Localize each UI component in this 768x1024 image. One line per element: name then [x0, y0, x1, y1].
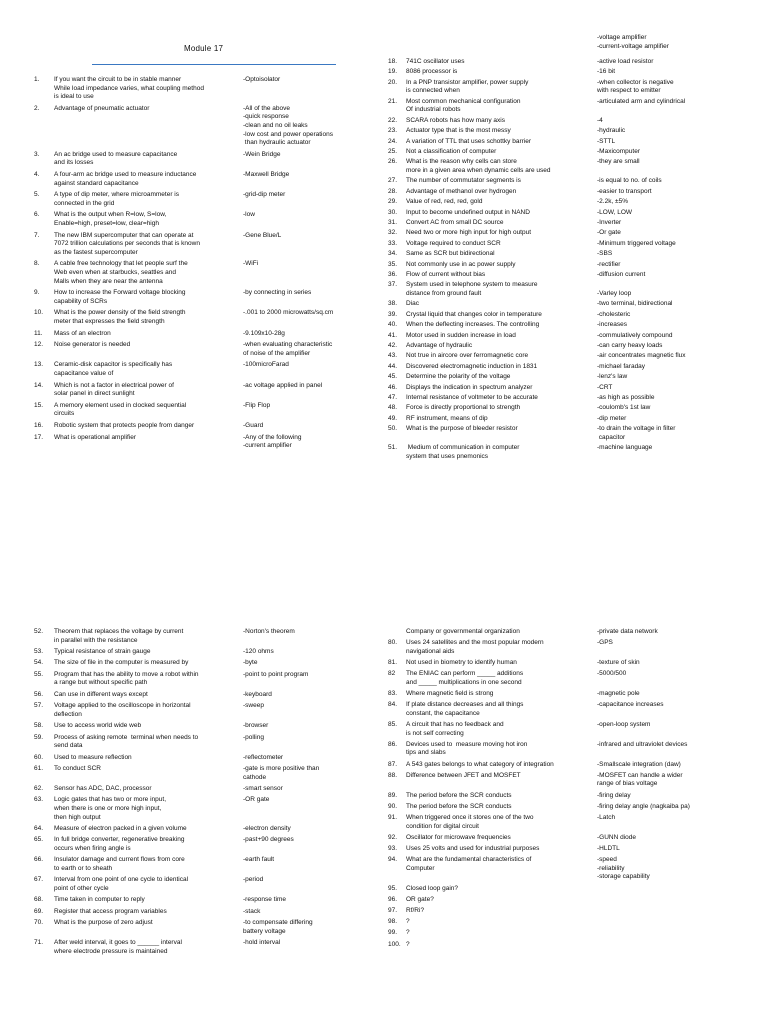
question-text: The ENIAC can perform _____ additions and _____ multiplications in one second: [406, 670, 524, 686]
question-number: 43.: [388, 352, 398, 360]
answer-text: -hold interval: [243, 939, 281, 947]
question-text: Internal resistance of voltmeter to be accurate: [406, 394, 538, 401]
answer-text: -Gene Blue/L: [243, 231, 282, 239]
question-text: Program that has the ability to move a robot within a range but without specific path: [54, 670, 199, 687]
answer-text: -sweep: [243, 702, 264, 710]
question-number: 89.: [388, 791, 398, 799]
question-text: What is the output when R=low, S=low, Enable=high, preset=low, clear=high: [54, 211, 167, 227]
question-text: How to increase the Forward voltage blocking capability of SCRs: [54, 289, 186, 305]
answer-text: -diffusion current: [597, 271, 646, 278]
answer-text: -SBS: [597, 250, 613, 258]
question-text: Logic gates that has two or more input, when there is one or more high input, then high output: [54, 796, 167, 821]
question-number: 40.: [388, 321, 398, 329]
question-number: 69.: [34, 907, 44, 915]
question-number: 7.: [34, 231, 40, 239]
answer-text: -as high as possible: [597, 394, 655, 401]
question-number: 63.: [34, 796, 44, 804]
answer-text: -they are small: [597, 158, 640, 166]
answer-text: -texture of skin: [597, 659, 640, 666]
question-text: Discovered electromagnetic induction in 1831: [406, 362, 538, 370]
question-text: If you want the circuit to be in stable manner While load impedance varies, what coupling method is ideal to use: [54, 76, 204, 101]
carryover-answer: -current-voltage amplifier: [597, 42, 669, 50]
question-number: 88.: [388, 771, 398, 779]
question-number: 68.: [34, 896, 44, 904]
question-text: 741C oscillator uses: [406, 58, 465, 65]
question-number: 48.: [388, 404, 398, 412]
answer-text: -Minimum triggered voltage: [597, 239, 676, 247]
question-text: To conduct SCR: [54, 765, 101, 772]
question-number: 93.: [388, 845, 398, 852]
answer-text: -past+90 degrees: [243, 836, 294, 844]
question-number: 14.: [34, 381, 44, 389]
question-number: 84.: [388, 701, 398, 709]
question-text: Most common mechanical configuration Of industrial robots: [406, 97, 521, 114]
answer-text: -infrared and ultraviolet devices: [597, 740, 688, 748]
question-text: Not commonly use in ac power supply: [406, 260, 516, 268]
question-text: The size of file in the computer is measured by: [54, 659, 189, 667]
question-number: 97.: [388, 907, 398, 914]
question-number: 70.: [34, 919, 44, 927]
question-number: 96.: [388, 895, 398, 903]
question-text: A cable free technology that let people surf the Web even when at starbucks, seattles and Malls when they are near the antenna: [54, 260, 188, 285]
question-number: 94.: [388, 856, 398, 864]
question-number: 44.: [388, 362, 398, 370]
question-text: A four-arm ac bridge used to measure inductance against standard capacitance: [54, 171, 197, 187]
question-number: 10.: [34, 309, 44, 317]
answer-text: -rectifier: [597, 260, 621, 268]
question-number: 24.: [388, 137, 398, 145]
question-text: Actuator type that is the most messy: [406, 127, 511, 135]
question-number: 33.: [388, 239, 398, 247]
question-number: 8.: [34, 260, 40, 268]
question-number: 91.: [388, 814, 398, 821]
answer-text: -firing delay angle (nagkaiba pa): [597, 802, 690, 810]
question-text: The period before the SCR conducts: [406, 802, 512, 810]
answer-text: -Wein Bridge: [243, 150, 281, 158]
answer-text: -4: [597, 116, 603, 124]
question-text: When triggered once it stores one of the two condition for digital circuit: [406, 814, 534, 830]
answer-text: -browser: [243, 722, 269, 730]
question-text: A variation of TTL that uses schottky barrier: [406, 137, 532, 145]
question-number: 29.: [388, 198, 398, 206]
question-text: The number of commutator segments is: [406, 177, 521, 185]
question-text: ?: [406, 918, 410, 926]
answer-text: -lenz's law: [597, 373, 628, 381]
question-text: Theorem that replaces the voltage by current in parallel with the resistance: [54, 628, 184, 644]
question-number: 86.: [388, 740, 398, 748]
question-text: System used in telephone system to measure distance from ground fault: [406, 281, 538, 297]
question-number: 49.: [388, 414, 398, 422]
question-text: Not a classification of computer: [406, 148, 497, 155]
answer-text: -to drain the voltage in filter capacitor: [597, 425, 676, 441]
answer-text: -dip meter: [597, 414, 627, 422]
question-number: 12.: [34, 341, 44, 349]
question-number: 71.: [34, 939, 44, 947]
answer-text: -smart sensor: [243, 785, 283, 792]
question-text: OR gate?: [406, 895, 434, 903]
answer-text: -Latch: [597, 814, 616, 821]
question-text: Used to measure reflection: [54, 753, 132, 761]
answer-text: -when evaluating characteristic of noise of the amplifier: [243, 341, 333, 357]
question-text: Difference between JFET and MOSFET: [406, 771, 521, 779]
question-text: Typical resistance of strain gauge: [54, 648, 151, 655]
question-number: 42.: [388, 342, 398, 349]
question-text: Same as SCR but bidirectional: [406, 250, 495, 258]
question-number: 31.: [388, 219, 398, 226]
question-number: 6.: [34, 211, 40, 219]
question-text: Process of asking remote terminal when needs to send data: [54, 733, 199, 750]
question-number: 87.: [388, 760, 398, 768]
question-text: Advantage of methanol over hydrogen: [406, 187, 517, 195]
question-number: 57.: [34, 702, 44, 710]
question-number: 98.: [388, 918, 398, 926]
question-text: Uses 25 volts and used for industrial purposes: [406, 845, 540, 852]
question-number: 100.: [388, 940, 401, 948]
question-number: 55.: [34, 670, 44, 678]
question-text: Oscillator for microwave frequencies: [406, 833, 511, 841]
question-number: 95.: [388, 884, 398, 892]
answer-text: -Inverter: [597, 219, 622, 226]
answer-text: -magnetic pole: [597, 690, 640, 697]
question-number: 2.: [34, 104, 40, 112]
question-text: In a PNP transistor amplifier, power supply is connected when: [406, 78, 529, 95]
question-number: 90.: [388, 802, 398, 810]
question-number: 41.: [388, 331, 398, 339]
question-text: If plate distance decreases and all things constant, the capacitance: [406, 701, 524, 717]
question-number: 27.: [388, 177, 398, 185]
page-2: [0, 620, 768, 1024]
question-number: 38.: [388, 300, 398, 308]
question-text: In full bridge converter, regenerative breaking occurs when firing angle is: [54, 836, 185, 852]
answer-text: -Norton's theorem: [243, 628, 295, 635]
question-text: An ac bridge used to measure capacitance and its losses: [54, 150, 178, 167]
question-text: What is the reason why cells can store more in a given area when dynamic cells are used: [406, 158, 551, 174]
answer-text: -polling: [243, 733, 264, 741]
question-number: 80.: [388, 639, 398, 647]
question-text: What is the power density of the field strength meter that expresses the field strength: [54, 309, 186, 325]
answer-text: -Any of the following -current amplifier: [243, 433, 302, 450]
answer-text: -CRT: [597, 383, 613, 391]
question-number: 51.: [388, 444, 398, 452]
question-number: 37.: [388, 281, 398, 289]
question-number: 83.: [388, 690, 398, 697]
question-text: Sensor has ADC, DAC, processor: [54, 785, 152, 792]
question-text: When the deflecting increases. The controlling: [406, 321, 540, 329]
question-number: 62.: [34, 785, 44, 792]
question-text: Uses 24 satellites and the most popular modern navigational aids: [406, 639, 544, 655]
question-text: SCARA robots has how many axis: [406, 116, 505, 124]
question-text: A memory element used in clocked sequential circuits: [54, 401, 187, 418]
question-number: 35.: [388, 260, 398, 268]
question-text: Diac: [406, 300, 420, 308]
question-number: 65.: [34, 836, 44, 844]
answer-text: -air concentrates magnetic flux: [597, 352, 686, 360]
answer-text: -gate is more positive than cathode: [243, 765, 320, 781]
answer-text: -STTL: [597, 137, 616, 145]
answer-text: -Or gate: [597, 229, 621, 237]
answer-text: -speed -reliability -storage capability: [597, 856, 650, 881]
question-number: 66.: [34, 856, 44, 864]
question-number: 30.: [388, 208, 398, 216]
question-text: Use to access world wide web: [54, 722, 142, 730]
answer-text: -private data network: [597, 628, 658, 635]
question-text: Which is not a factor in electrical power of solar panel in direct sunlight: [54, 381, 174, 398]
question-text: Motor used in sudden increase in load: [406, 331, 516, 339]
question-number: 4.: [34, 171, 40, 178]
question-number: 99.: [388, 929, 398, 937]
answer-text: -Guard: [243, 422, 264, 429]
question-number: 19.: [388, 68, 398, 76]
answer-text: -GPS: [597, 639, 613, 647]
question-text: Devices used to measure moving hot iron tips and slabs: [406, 740, 528, 757]
question-text: Advantage of hydraulic: [406, 342, 473, 349]
question-number: 58.: [34, 722, 44, 730]
question-text: Displays the indication in spectrum analyzer: [406, 383, 533, 391]
question-number: 13.: [34, 361, 44, 369]
answer-text: -reflectometer: [243, 753, 284, 761]
question-text: Crystal liquid that changes color in temperature: [406, 310, 542, 318]
question-number: 67.: [34, 876, 44, 884]
question-number: 45.: [388, 373, 398, 381]
answer-text: -firing delay: [597, 791, 631, 799]
question-number: 22.: [388, 116, 398, 124]
question-number: 39.: [388, 310, 398, 318]
answer-text: -5000/500: [597, 670, 627, 678]
question-text: ?: [406, 929, 410, 937]
question-text: Determine the polarity of the voltage: [406, 373, 511, 381]
answer-text: -byte: [243, 659, 258, 667]
question-number: 32.: [388, 229, 398, 237]
answer-text: -easier to transport: [597, 187, 652, 195]
answer-text: -commulatively compound: [597, 331, 673, 339]
question-text: Force is directly proportional to strength: [406, 404, 521, 412]
question-text: RF instrument, means of dip: [406, 414, 488, 422]
carryover-answer: -voltage amplifier: [597, 34, 647, 41]
question-number: 20.: [388, 78, 398, 86]
question-number: 15.: [34, 401, 44, 409]
question-text: Time taken in computer to reply: [54, 896, 145, 904]
answer-text: -Maxwell Bridge: [243, 171, 290, 178]
answer-text: -machine language: [597, 444, 653, 452]
answer-text: -coulomb's 1st law: [597, 404, 651, 412]
answer-text: -grid-dip meter: [243, 191, 286, 199]
question-number: 34.: [388, 250, 398, 258]
question-text: ?: [406, 940, 410, 948]
answer-text: -articulated arm and cylindrical: [597, 97, 686, 105]
question-number: 60.: [34, 753, 44, 761]
question-text: Interval from one point of one cycle to identical point of other cycle: [54, 876, 189, 892]
answer-text: -MOSFET can handle a wider range of bias voltage: [597, 771, 683, 788]
answer-text: -Maxicomputer: [597, 148, 640, 155]
answer-text: -earth fault: [243, 856, 275, 864]
question-number: 36.: [388, 271, 398, 278]
answer-text: -is equal to no. of coils: [597, 177, 662, 185]
question-text: Voltage applied to the oscilloscope in horizontal deflection: [54, 702, 191, 718]
answer-text: -ac voltage applied in panel: [243, 381, 323, 389]
answer-text: -All of the above -quick response -clean and no oil leaks -low cost and power operations than hydraulic actuator: [243, 104, 333, 147]
answer-text: -Smallscale integration (daw): [597, 760, 681, 768]
question-text: A type of dip meter, where microammeter is connected in the grid: [54, 191, 179, 207]
page-title: Module 17: [184, 44, 224, 53]
answer-text: -Varley loop: [597, 289, 632, 297]
question-number: 92.: [388, 833, 398, 841]
answer-text: -16 bit: [597, 68, 616, 76]
question-number: 64.: [34, 825, 44, 832]
question-text: Mass of an electron: [54, 329, 111, 337]
answer-text: -by connecting in series: [243, 289, 312, 297]
question-number: 85.: [388, 721, 398, 728]
question-number: 56.: [34, 690, 44, 698]
answer-text: -when collector is negative with respect to emitter: [597, 78, 674, 95]
question-text: Rf/Ri?: [406, 907, 425, 914]
question-number: 21.: [388, 97, 398, 105]
answer-text: -active load resistor: [597, 58, 654, 65]
question-number: 61.: [34, 765, 44, 772]
question-text: A circuit that has no feedback and is not self correcting: [406, 721, 504, 737]
question-text: Ceramic-disk capacitor is specifically has capacitance value of: [54, 361, 173, 377]
question-text: Company or governmental organization: [406, 628, 520, 635]
answer-text: -two terminal, bidirectional: [597, 300, 673, 308]
question-text: A 543 gates belongs to what category of integration: [406, 760, 554, 768]
answer-text: -keyboard: [243, 690, 272, 698]
question-text: Noise generator is needed: [54, 341, 131, 349]
question-number: 46.: [388, 383, 398, 391]
question-number: 47.: [388, 394, 398, 401]
answer-text: -low: [243, 211, 255, 219]
answer-text: -open-loop system: [597, 721, 651, 728]
answer-text: -cholesteric: [597, 310, 631, 318]
question-text: Convert AC from small DC source: [406, 219, 504, 226]
question-text: Where magnetic field is strong: [406, 690, 494, 697]
question-number: 81.: [388, 659, 398, 666]
answer-text: -point to point program: [243, 670, 309, 678]
answer-text: -WiFi: [243, 260, 259, 268]
question-text: 8086 processor is: [406, 68, 458, 76]
question-text: The new IBM supercomputer that can operate at 7072 trillion calculations per seconds that is known as the fastest supercomputer: [54, 231, 200, 256]
answer-text: -capacitance increases: [597, 701, 664, 709]
question-number: 1.: [34, 76, 40, 83]
question-number: 59.: [34, 733, 44, 741]
question-text: Not true in aircore over ferromagnetic core: [406, 352, 529, 360]
question-text: Advantage of pneumatic actuator: [54, 104, 150, 112]
question-text: Voltage required to conduct SCR: [406, 239, 501, 247]
question-text: Medium of communication in computer system that uses pnemonics: [406, 444, 520, 460]
carryover-answers: [597, 34, 669, 51]
answer-text: -9.109x10-28g: [243, 329, 285, 337]
question-text: What is operational amplifier: [54, 433, 137, 441]
question-number: 17.: [34, 433, 44, 441]
question-text: What are the fundamental characteristics of Computer: [406, 856, 532, 872]
answer-text: -michael faraday: [597, 362, 646, 370]
question-number: 23.: [388, 127, 398, 135]
question-text: The period before the SCR conducts: [406, 791, 512, 799]
answer-text: -to compensate differing battery voltage: [243, 919, 313, 935]
answer-text: -hydraulic: [597, 127, 626, 135]
question-number: 52.: [34, 628, 44, 635]
answer-text: -can carry heavy loads: [597, 342, 663, 349]
question-text: Closed loop gain?: [406, 884, 459, 892]
question-number: 53.: [34, 648, 44, 655]
answer-text: -HLDTL: [597, 845, 620, 852]
question-text: Robotic system that protects people from danger: [54, 422, 195, 429]
question-text: Need two or more high input for high output: [406, 229, 532, 237]
question-number: 18.: [388, 58, 398, 65]
answer-text: -GUNN diode: [597, 833, 637, 841]
question-number: 16.: [34, 422, 44, 429]
question-text: What is the purpose of bleeder resistor: [406, 425, 518, 433]
question-text: Value of red, red, red, gold: [406, 198, 483, 206]
answer-text: -120 ohms: [243, 648, 274, 655]
answer-text: -2.2k, ±5%: [597, 198, 629, 206]
question-text: Measure of electron packed in a given volume: [54, 825, 187, 832]
answer-text: -100microFarad: [243, 361, 289, 369]
question-text: Flow of current without bias: [406, 271, 486, 278]
question-text: What is the purpose of zero adjust: [54, 919, 153, 927]
answer-text: -electron density: [243, 825, 291, 832]
question-text: Not used in biometry to identify human: [406, 659, 517, 666]
answer-text: -.001 to 2000 microwatts/sq.cm: [243, 309, 334, 317]
question-number: 25.: [388, 148, 398, 155]
question-text: Insulator damage and current flows from core to earth or to sheath: [54, 856, 185, 872]
question-number: 5.: [34, 191, 40, 199]
answer-text: -increases: [597, 321, 627, 329]
question-number: 50.: [388, 425, 398, 433]
question-text: Register that access program variables: [54, 907, 167, 915]
answer-text: -period: [243, 876, 264, 884]
answer-text: -Optoisolator: [243, 76, 281, 83]
answer-text: -response time: [243, 896, 286, 904]
question-text: Can use in different ways except: [54, 690, 148, 698]
question-number: 26.: [388, 158, 398, 166]
answer-text: -OR gate: [243, 796, 270, 804]
question-number: 82: [388, 670, 396, 678]
question-number: 3.: [34, 150, 40, 158]
answer-text: -Flip Flop: [243, 401, 271, 409]
answer-text: -stack: [243, 907, 261, 915]
question-number: 9.: [34, 289, 40, 297]
question-number: 54.: [34, 659, 44, 667]
title-rule: [92, 64, 336, 65]
question-text: After weld interval, it goes to ______ interval where electrode pressure is maintained: [54, 939, 182, 955]
question-number: 11.: [34, 329, 43, 337]
question-text: Input to become undefined output in NAND: [406, 208, 530, 216]
question-number: 28.: [388, 187, 398, 195]
answer-text: -LOW, LOW: [597, 208, 633, 216]
